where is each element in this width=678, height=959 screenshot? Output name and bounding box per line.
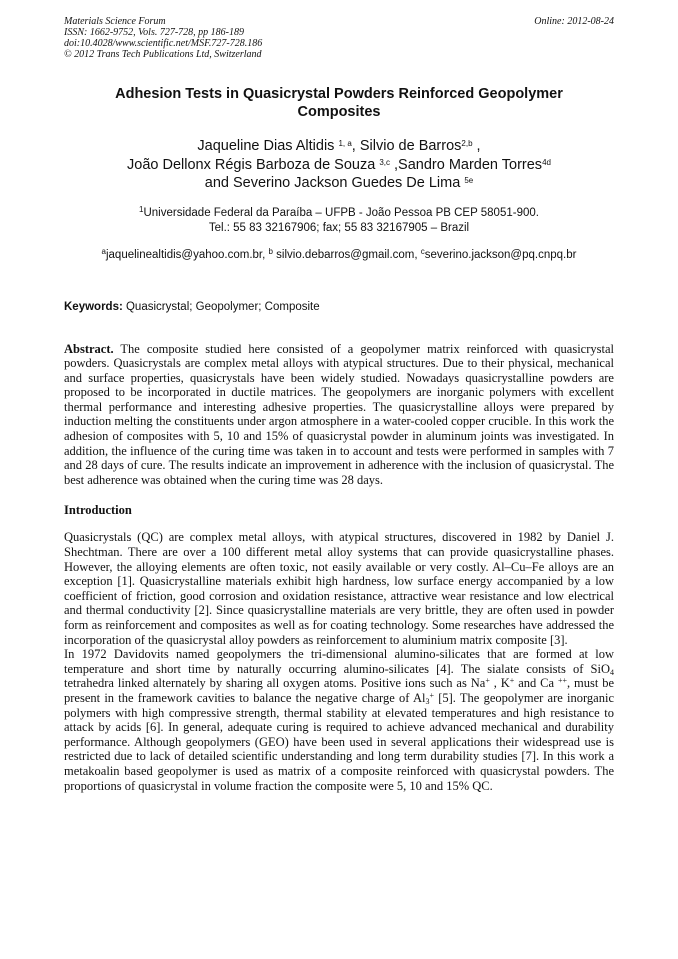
- author-affil-sup: 3,c: [379, 157, 390, 167]
- author-name: João Dellonx Régis Barboza de Souza: [127, 156, 376, 173]
- author-line-3: [64, 174, 614, 193]
- abstract-label: Abstract.: [64, 341, 114, 356]
- email-link[interactable]: severino.jackson@pq.cnpq.br: [424, 248, 577, 261]
- author-name: Severino Jackson Guedes De Lima: [233, 175, 461, 191]
- affiliation-line-2: Tel.: 55 83 32167906; fax; 55 83 32167905 – Brazil: [208, 221, 470, 234]
- intro-paragraph-2: In 1972 Davidovits named geopolymers the tri-dimensional alumino-silicates that are formed at low temperature and short time by naturally occurring alumino-silicates [4]. The sialate consists of SiO$_4$ tetrahedra linked alternately by sharing all oxygen atoms. Positive ions such as Na+ , K+ and Ca ++, must be present in the framework cavities to balance the negative charge of $Al_3^+$ [5]. The geopolymer are inorganic polymers with high compressive strength, thermal stability at elevated temperatures and high resistance to attack by acids [6]. In general, adequate curing is required to achieve advanced mechanical and durability performance. Although geopolymers (GEO) have been used in several applications their widespread use is restricted due to lack of detailed scientific understanding and long term durability studies [7]. In this work a metakoalin based geopolymer is used as matrix of a composite reinforced with quasicrystal powders. The proportions of quasicrystal in volume fraction the composite were 5, 10 and 15% QC.: [64, 647, 615, 793]
- copyright-line: © 2012 Trans Tech Publications Ltd, Switzerland: [64, 49, 262, 60]
- author-name: Sandro Marden Torres: [398, 156, 543, 173]
- email-link[interactable]: jaquelinealtidis@yahoo.com.br,: [105, 248, 269, 261]
- affiliation-sup: 1: [139, 204, 144, 214]
- keywords-text: Quasicrystal; Geopolymer; Composite: [122, 300, 320, 313]
- paper-title: Adhesion Tests in Quasicrystal Powders Reinforced Geopolymer Composites: [115, 86, 563, 120]
- abstract: [64, 342, 614, 488]
- author-line-2: [64, 156, 614, 175]
- author-list: [64, 137, 614, 193]
- author-separator: ,: [472, 138, 481, 154]
- author-line-1: [64, 137, 614, 156]
- keywords-label: Keywords:: [64, 300, 123, 313]
- doi-line: doi:10.4028/www.scientific.net/MSF.727-728.186: [64, 38, 263, 49]
- email-link[interactable]: silvio.debarros@gmail.com,: [272, 248, 421, 261]
- author-affil-sup: 5e: [464, 176, 474, 185]
- intro-paragraph-1: Quasicrystals (QC) are complex metal alloys, with atypical structures, discovered in 1982 by Daniel J. Shechtman. There are over a 100 different metal alloy systems that can provide quasicrystalline phases. However, the alloying elements are often toxic, not easily available or very costly. Al–Cu–Fe alloys are an exception [1]. Quasicrystalline materials exhibit high hardness, low surface energy accompanied by a low coefficient of friction, good corrosion and oxidation resistance, attractive wear resistance and low electrical and thermal conductivity [2]. Since quasicrystalline materials are very brittle, they are often used in powder form as reinforcement and composites as well as for coating technology. Some researches have addressed the incorporation of the quasicrystal alloy powders as reinforcement to aluminium matrix composite [3].: [64, 530, 614, 647]
- abstract-text: The composite studied here consisted of a geopolymer matrix reinforced with quasicrystal powders. Quasicrystals are complex metal alloys with atypical structures. Due to their physical, mechanical and surface properties, quasicrystals have been widely studied. Nowadays quasicrystalline powders are proposed to be incorporated in ductile matrices. The geopolymers are inorganic polymers with excellent thermal performance and interesting adhesive properties. The quasicrystalline alloys were prepared by induction melting the constituents under argon atmosphere in a water-cooled copper crucible. In this work the adhesion of composites with 5, 10 and 15% of quasicrystal powder in aluminum joints was investigated. In addition, the influence of the curing time was taken in to account and tests were performed in samples with 7 and 28 days of cure. The results indicate an improvement in adherence with the inclusion of quasicrystal. The best adherence was obtained when the curing time was 28 days.: [64, 341, 614, 487]
- journal-name: Materials Science Forum: [64, 16, 166, 27]
- affiliation-line-1: $^1$Universidade Federal da Paraíba – UFPB - João Pessoa PB CEP 58051-900.: [139, 204, 539, 219]
- online-date: Online: 2012-08-24: [534, 16, 614, 27]
- issn-line: ISSN: 1662-9752, Vols. 727-728, pp 186-189: [64, 27, 244, 38]
- author-separator: ,: [389, 156, 399, 173]
- author-separator: ,: [351, 138, 360, 154]
- author-affil-sup: 4d: [542, 157, 551, 167]
- author-prefix: and: [204, 175, 233, 191]
- affiliation: [64, 206, 614, 236]
- author-affil-sup: 1, a: [338, 139, 352, 148]
- author-affil-sup: 2,b: [461, 139, 473, 148]
- keywords: [64, 300, 614, 315]
- section-heading-introduction: Introduction: [64, 503, 132, 518]
- author-name: Silvio de Barros: [359, 138, 462, 154]
- publication-header: [64, 16, 614, 60]
- author-emails: $^a$jaquelinealtidis@yahoo.com.br, $^b$ silvio.debarros@gmail.com, $^c$severino.jackson@pq.cnpq.br: [101, 246, 577, 261]
- author-name: Jaqueline Dias Altidis: [197, 138, 335, 154]
